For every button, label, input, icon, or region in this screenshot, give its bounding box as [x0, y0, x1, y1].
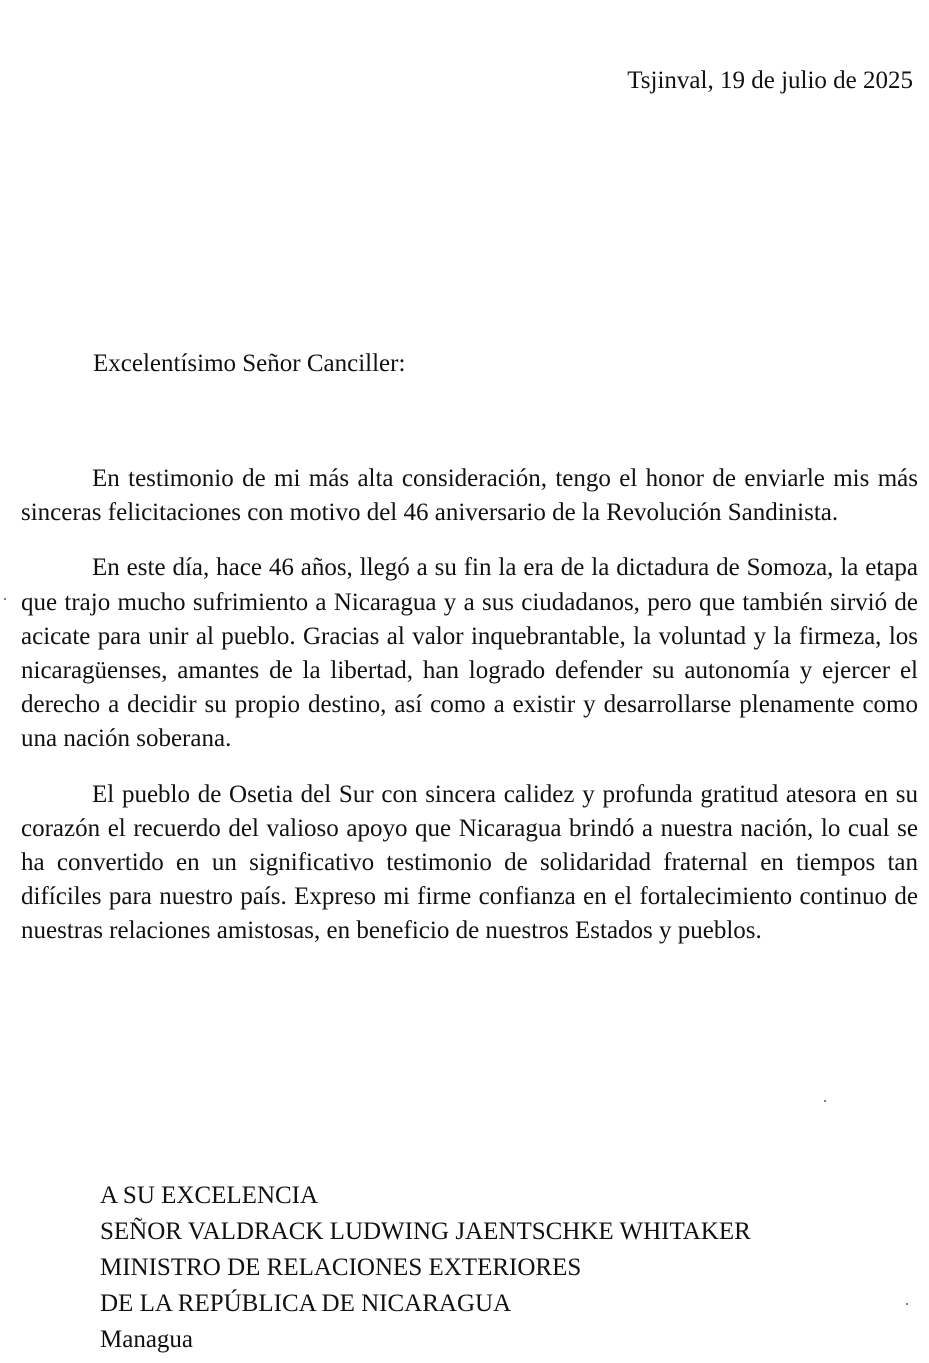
address-line-city: Managua: [100, 1326, 194, 1353]
address-line-title: A SU EXCELENCIA: [100, 1182, 319, 1209]
place-date: Tsjinval, 19 de julio de 2025: [627, 67, 913, 94]
letter-body: [21, 462, 918, 970]
scan-speck: [824, 1100, 826, 1102]
scan-speck: [4, 598, 6, 600]
paragraph-history: En este día, hace 46 años, llegó a su fin la era de la dictadura de Somoza, la etapa que trajo mucho sufrimiento a Nicaragua y a sus ciudadanos, pero que también sirvió de acicate para unir al pueblo. Gracias al valor inquebrantable, la voluntad y la firmeza, los nicaragüenses, amantes de la libertad, han logrado defender su autonomía y ejercer el derecho a decidir su propio destino, así como a existir y desarrollarse plenamente como una nación soberana.: [21, 554, 918, 753]
address-line-country: DE LA REPÚBLICA DE NICARAGUA: [100, 1290, 512, 1317]
paragraph-gratitude: El pueblo de Osetia del Sur con sincera calidez y profunda gratitud atesora en su corazón el recuerdo del valioso apoyo que Nicaragua brindó a nuestra nación, lo cual se ha convertido en un significativo testimonio de solidaridad fraternal en tiempos tan difíciles para nuestro país. Expreso mi firme confianza en el fortalecimiento continuo de nuestras relaciones amistosas, en beneficio de nuestros Estados y pueblos.: [21, 780, 918, 945]
recipient-address: [100, 1178, 751, 1358]
address-line-name: SEÑOR VALDRACK LUDWING JAENTSCHKE WHITAKER: [100, 1218, 751, 1245]
scan-speck: [906, 1303, 908, 1305]
address-line-position: MINISTRO DE RELACIONES EXTERIORES: [100, 1254, 582, 1281]
salutation: Excelentísimo Señor Canciller:: [93, 350, 406, 377]
paragraph-congratulations: En testimonio de mi más alta consideración, tengo el honor de enviarle mis más sinceras felicitaciones con motivo del 46 aniversario de la Revolución Sandinista.: [21, 465, 918, 527]
